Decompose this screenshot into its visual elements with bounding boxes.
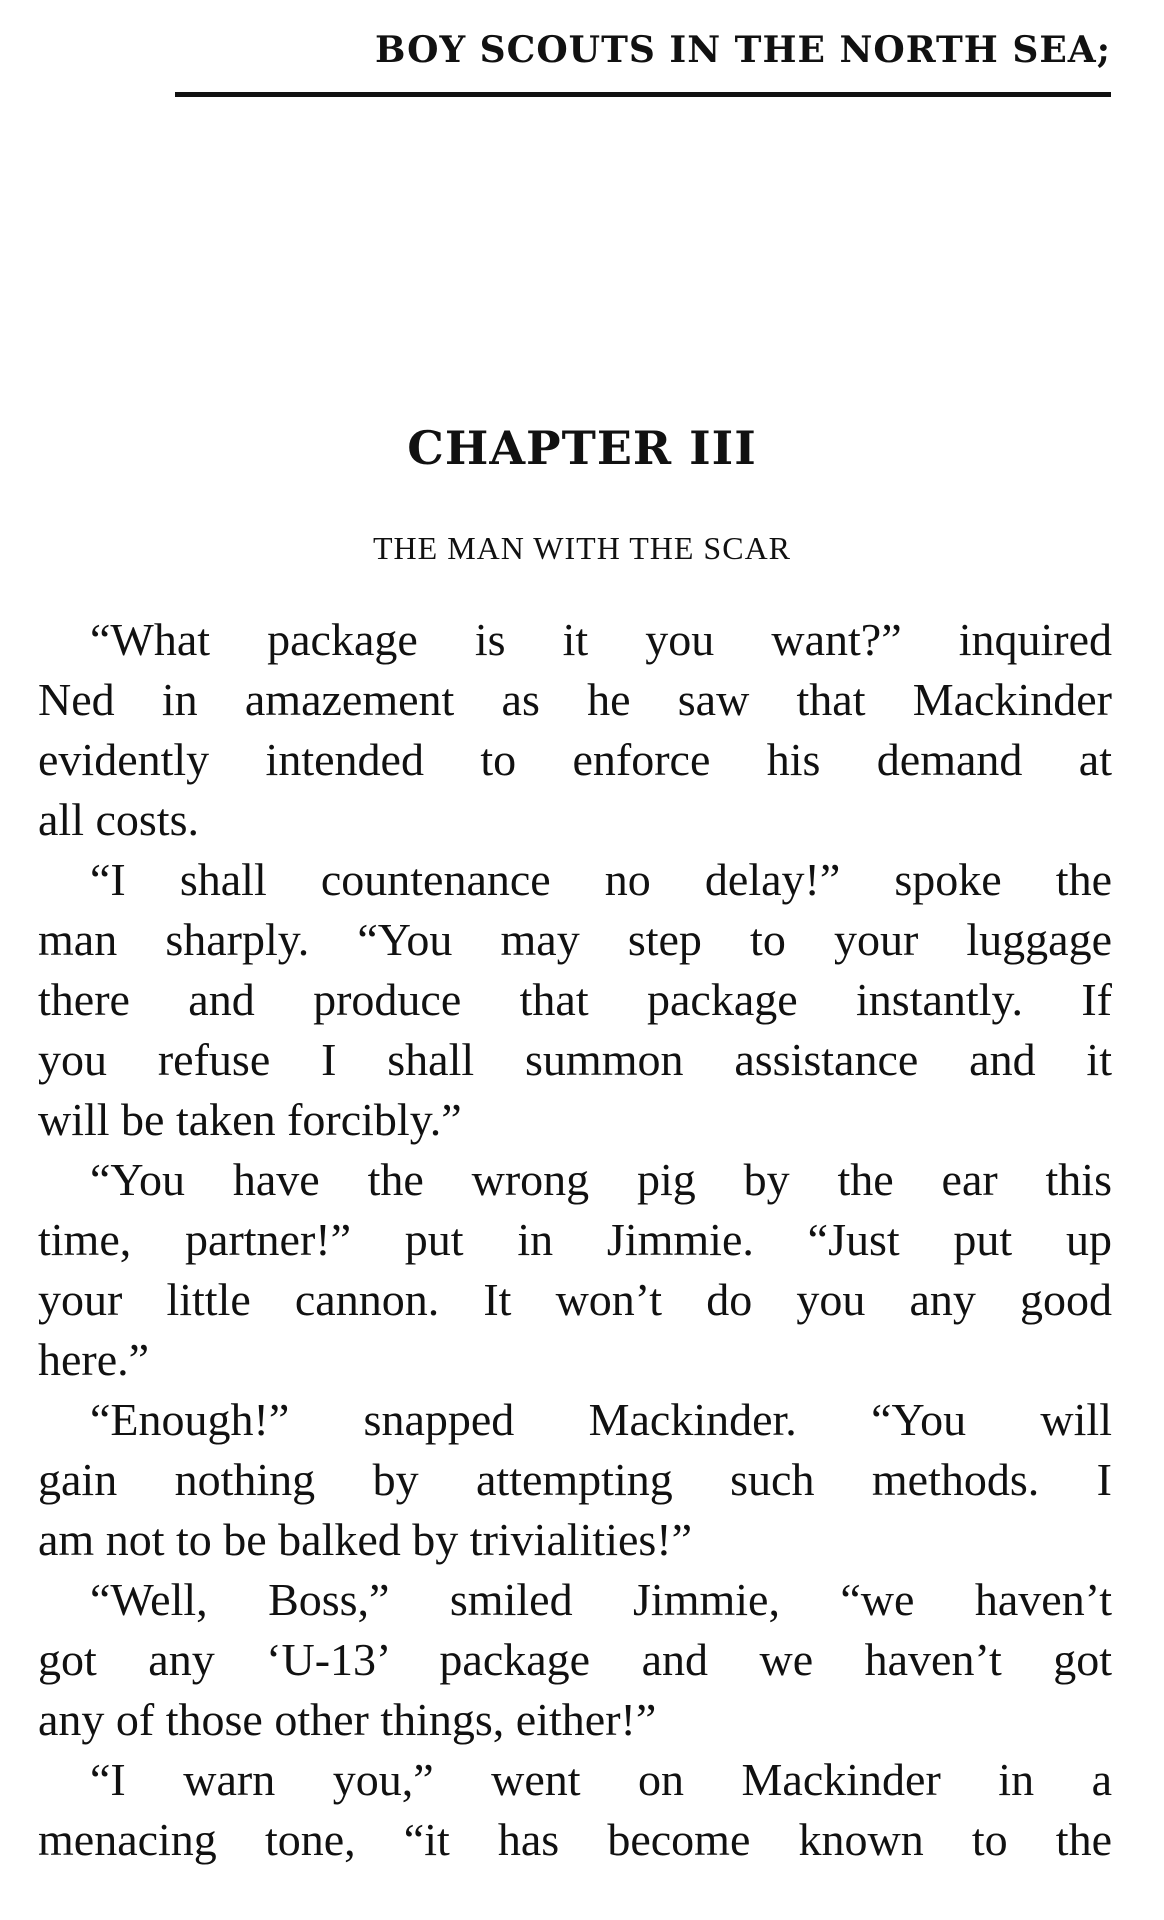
text-line: menacing tone, “it has become known to the — [38, 1814, 1112, 1865]
paragraph — [38, 610, 1112, 850]
header-rule — [175, 92, 1111, 97]
text-line: you refuse I shall summon assistance and it — [38, 1034, 1112, 1085]
text-line: got any ‘U-13’ package and we haven’t got — [38, 1634, 1112, 1685]
text-line: gain nothing by attempting such methods. I — [38, 1454, 1112, 1505]
text-line: there and produce that package instantly. If — [38, 974, 1112, 1025]
paragraph — [38, 1570, 1112, 1750]
paragraph — [38, 1750, 1112, 1870]
text-line: “Well, Boss,” smiled Jimmie, “we haven’t — [90, 1574, 1112, 1625]
text-line: “What package is it you want?” inquired — [90, 614, 1112, 665]
running-title: BOY SCOUTS IN THE NORTH SEA; — [374, 29, 1111, 71]
paragraph — [38, 1390, 1112, 1570]
text-line: all costs. — [38, 794, 199, 845]
text-line: here.” — [38, 1334, 150, 1385]
text-line: will be taken forcibly.” — [38, 1094, 462, 1145]
text-line: any of those other things, either!” — [38, 1694, 657, 1745]
text-line: “Enough!” snapped Mackinder. “You will — [90, 1394, 1112, 1445]
text-line: evidently intended to enforce his demand at — [38, 734, 1112, 785]
text-line: “I shall countenance no delay!” spoke the — [90, 854, 1112, 905]
text-line: time, partner!” put in Jimmie. “Just put up — [38, 1214, 1112, 1265]
text-line: Ned in amazement as he saw that Mackinder — [38, 674, 1112, 725]
text-line: “You have the wrong pig by the ear this — [90, 1154, 1112, 1205]
paragraph — [38, 850, 1112, 1150]
text-line: man sharply. “You may step to your luggage — [38, 914, 1112, 965]
text-line: am not to be balked by trivialities!” — [38, 1514, 693, 1565]
chapter-subtitle: THE MAN WITH THE SCAR — [372, 530, 792, 566]
text-line: “I warn you,” went on Mackinder in a — [90, 1754, 1112, 1805]
paragraph — [38, 1150, 1112, 1390]
body-text — [38, 610, 1112, 1870]
chapter-title: CHAPTER III — [407, 421, 757, 475]
text-line: your little cannon. It won’t do you any good — [38, 1274, 1112, 1325]
